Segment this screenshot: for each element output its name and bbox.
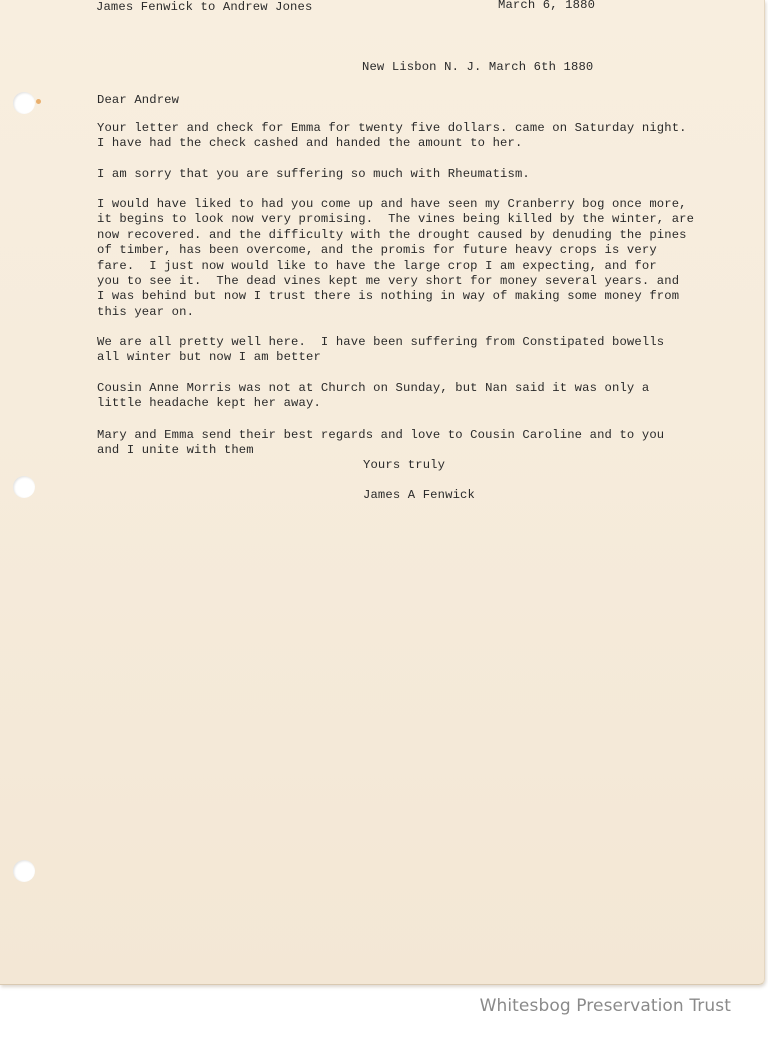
header-date: March 6, 1880 [498,0,596,12]
paragraph-5 [97,381,717,412]
salutation: Dear Andrew [97,93,180,107]
text-line: I have had the check cashed and handed the amount to her. [97,136,523,151]
text-line: and I unite with them [97,443,254,458]
closing: Yours truly [363,458,446,472]
text-line: fare. I just now would like to have the large crop I am expecting, and for [97,258,657,273]
text-line: it begins to look now very promising. The vines being killed by the winter, are [97,212,695,227]
text-line: Mary and Emma send their best regards and love to Cousin Caroline and to you [97,428,665,442]
signature: James A Fenwick [363,488,475,502]
text-line: of timber, has been overcome, and the promis for future heavy crops is very [97,243,657,258]
punch-hole-bottom [13,860,35,882]
paragraph-1 [97,121,717,152]
text-line: this year on. [97,304,195,319]
punch-hole-middle [13,476,35,498]
text-line: Cousin Anne Morris was not at Church on Sunday, but Nan said it was only a [97,381,650,395]
text-line: you to see it. The dead vines kept me very short for money several years. and [97,273,680,288]
text-line: Your letter and check for Emma for twenty five dollars. came on Saturday night. [97,121,687,135]
text-line: I am sorry that you are suffering so much with Rheumatism. [97,167,530,181]
watermark-credit: Whitesbog Preservation Trust [479,996,731,1016]
text-line: little headache kept her away. [97,396,321,411]
text-line: We are all pretty well here. I have been suffering from Constipated bowells [97,335,665,349]
paragraph-2 [97,167,717,182]
punch-hole-top [13,92,35,114]
header-correspondents: James Fenwick to Andrew Jones [96,0,313,14]
text-line: I would have liked to had you come up and have seen my Cranberry bog once more, [97,197,687,211]
text-line: now recovered. and the difficulty with the drought caused by denuding the pines [97,227,687,242]
dateline: New Lisbon N. J. March 6th 1880 [362,60,594,74]
text-line: I was behind but now I trust there is nothing in way of making some money from [97,289,680,304]
paragraph-6 [97,428,717,459]
paragraph-3 [97,197,717,320]
text-line: all winter but now I am better [97,350,321,365]
paragraph-4 [97,335,717,366]
rust-stain [36,99,41,104]
